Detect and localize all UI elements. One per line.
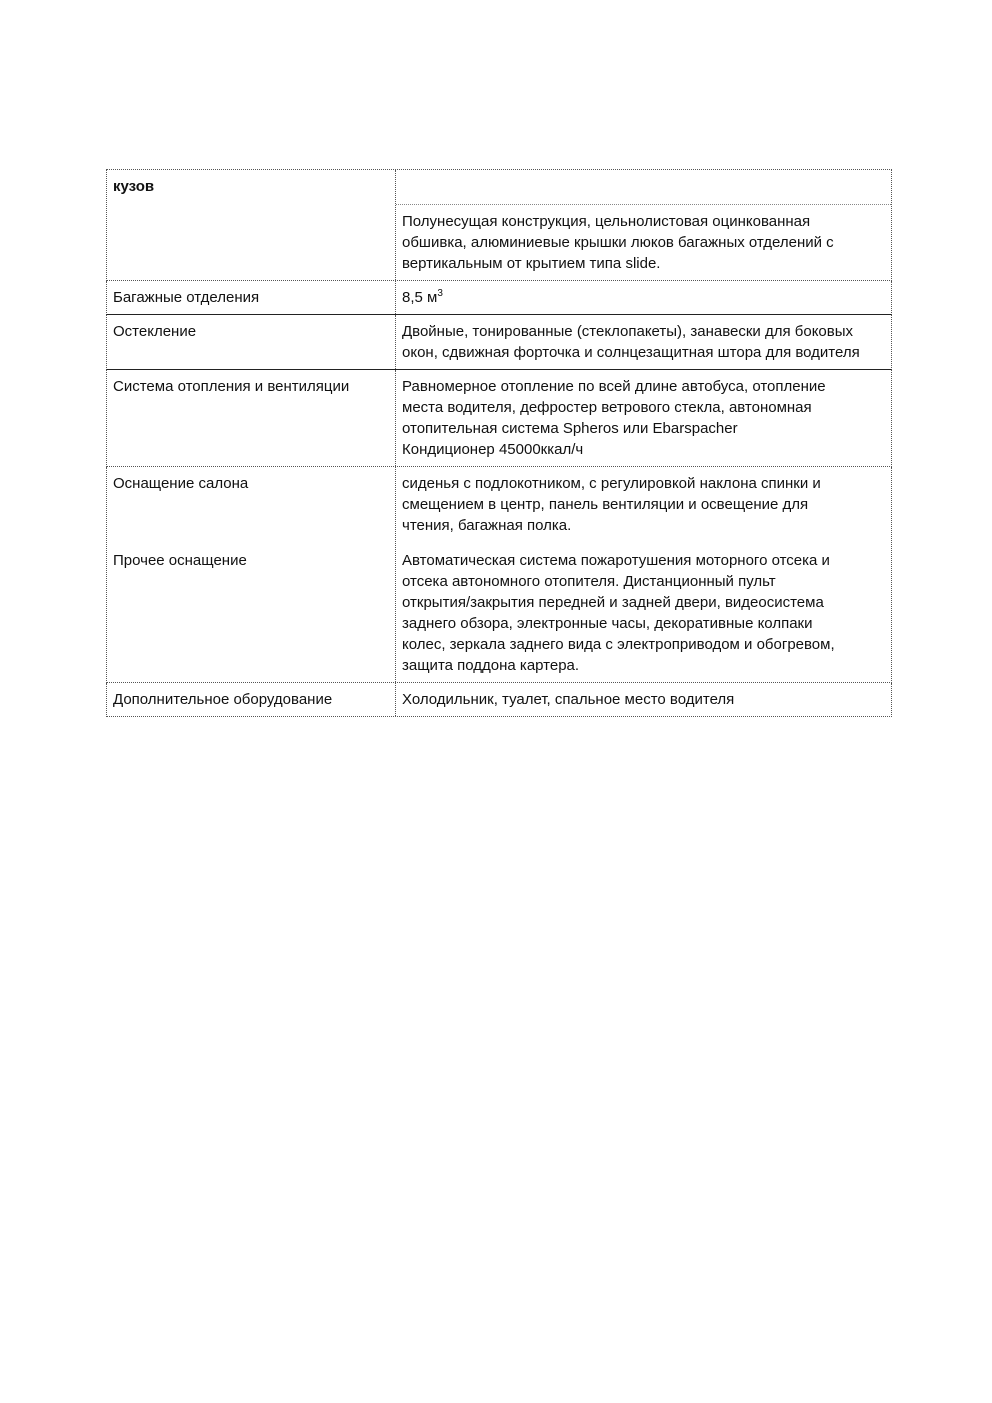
row-value-line: заднего обзора, электронные часы, декоративные колпаки [402,615,813,632]
row-value-line: вертикальным от крытием типа slide. [402,255,661,272]
row-value-line: Двойные, тонированные (стеклопакеты), занавески для боковых [402,323,854,340]
row-value: 8,5 м [402,289,438,306]
row-value-cell [396,170,891,280]
row-value-cell [396,315,891,369]
row-value-line: открытия/закрытия передней и задней двери, видеосистема [402,594,824,611]
row-value-cell [396,683,891,716]
table-row-glazing [106,314,892,370]
row-label-cell [107,170,396,280]
table-row-luggage [106,281,892,315]
row-label: Багажные отделения [113,289,260,306]
row-label-cell [107,683,396,716]
row-value-line: отопительная система Spheros или Ebarspacher [402,420,738,437]
label-block-other [113,550,389,571]
row-label-cell [107,370,396,466]
row-value-line: обшивка, алюминиевые крышки люков багажных отделений с [402,234,834,251]
row-label: Остекление [113,323,197,340]
table-row-body [106,169,892,281]
row-value-line: Кондиционер 45000ккал/ч [402,441,584,458]
row-value-line: защита поддона картера. [402,657,580,674]
row-label-cell [107,467,396,682]
row-label: Оснащение салона [113,475,249,492]
row-label: кузов [113,178,155,195]
row-label-cell [107,281,396,314]
row-label: Дополнительное оборудование [113,691,333,708]
row-value-line: места водителя, дефростер ветрового стекла, автономная [402,399,812,416]
row-value-line: Полунесущая конструкция, цельнолистовая оцинкованная [402,213,811,230]
row-value-line: смещением в центр, панель вентиляции и освещение для [402,496,809,513]
value-block-other [402,550,885,676]
label-block-interior [113,473,389,536]
spec-table [106,169,892,717]
table-row-equipment [106,467,892,683]
empty-cell [396,170,891,205]
row-label-cell [107,315,396,369]
row-label: Система отопления и вентиляции [113,378,350,395]
row-value-line: чтения, багажная полка. [402,517,572,534]
row-value-line: Автоматическая система пожаротушения моторного отсека и [402,552,830,569]
row-value-cell [396,281,891,314]
unit-superscript: 3 [437,288,443,299]
row-value-line: отсека автономного отопителя. Дистанционный пульт [402,573,776,590]
table-row-extra [106,683,892,717]
row-label: Прочее оснащение [113,552,247,569]
value-block-interior [402,473,885,536]
table-row-heating [106,370,892,467]
row-value: Холодильник, туалет, спальное место водителя [402,691,735,708]
row-value-cell [396,370,891,466]
row-value-cell [396,467,891,682]
row-value-line: Равномерное отопление по всей длине автобуса, отопление [402,378,826,395]
row-value-line: сиденья с подлокотником, с регулировкой наклона спинки и [402,475,821,492]
row-value-line: окон, сдвижная форточка и солнцезащитная штора для водителя [402,344,860,361]
row-value-line: колес, зеркала заднего вида с электроприводом и обогревом, [402,636,835,653]
